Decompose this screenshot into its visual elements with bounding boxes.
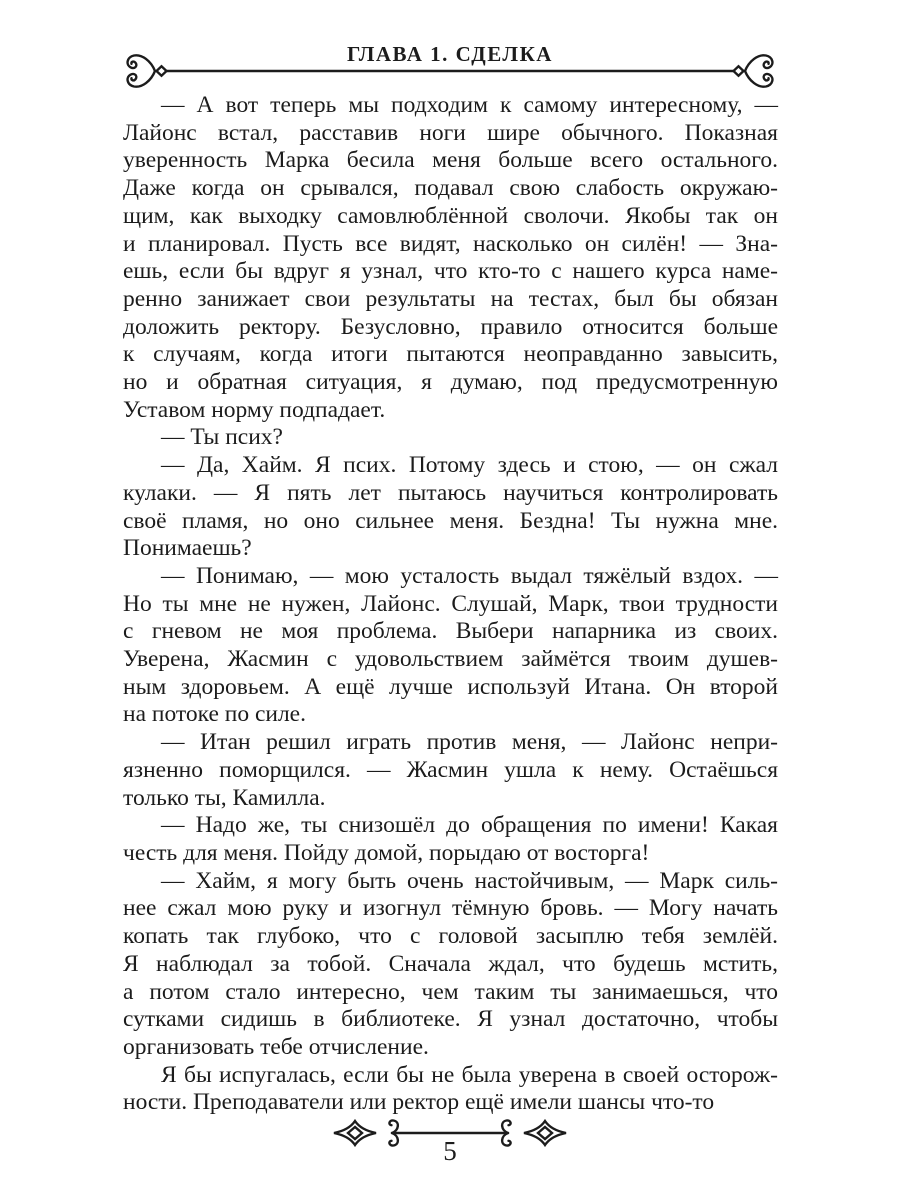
- text-line: доложить ректору. Безусловно, правило относится больше: [123, 313, 778, 340]
- text-line: — Хайм, я могу быть очень настойчивым, — Марк силь-: [161, 867, 778, 894]
- text-line: организовать тебе отчисление.: [123, 1033, 429, 1060]
- text-line: Уверена, Жасмин с удовольствием займётся твоим душев-: [123, 646, 778, 673]
- text-line: копать так глубоко, что с головой засыплю тебя землёй.: [123, 923, 778, 950]
- text-line: с гневом не моя проблема. Выбери напарника из своих.: [123, 618, 778, 645]
- text-line: и планировал. Пусть все видят, насколько он силён! — Зна-: [123, 230, 778, 257]
- text-line: ности. Преподаватели или ректор ещё имели шансы что-то: [123, 1089, 715, 1116]
- text-line: Я бы испугалась, если бы не была уверена в своей осторож-: [161, 1061, 778, 1088]
- text-line: — Надо же, ты снизошёл до обращения по имени! Какая: [161, 812, 778, 839]
- text-line: Уставом норму подпадает.: [123, 396, 386, 423]
- text-line: Я наблюдал за тобой. Сначала ждал, что будешь мстить,: [123, 950, 778, 977]
- text-line: ным здоровьем. А ещё лучше используй Итана. Он второй: [123, 673, 778, 700]
- body-text: [123, 92, 778, 1117]
- text-line: — Ты псих?: [161, 424, 283, 451]
- text-line: сутками сидишь в библиотеке. Я узнал достаточно, чтобы: [123, 1006, 778, 1033]
- text-line: — Да, Хайм. Я псих. Потому здесь и стою, — он сжал: [161, 452, 778, 479]
- text-line: кулаки. — Я пять лет пытаюсь научиться контролировать: [123, 479, 778, 506]
- text-line: уверенность Марка бесила меня больше всего остального.: [123, 147, 778, 174]
- text-line: своё пламя, но оно сильнее меня. Бездна! Ты нужна мне.: [123, 507, 778, 534]
- text-line: к случаям, когда итоги пытаются неоправданно завысить,: [123, 341, 778, 368]
- text-line: язненно поморщился. — Жасмин ушла к нему. Остаёшься: [123, 756, 778, 783]
- page-number: 5: [443, 1136, 457, 1166]
- text-line: а потом стало интересно, чем таким ты занимаешься, что: [123, 978, 778, 1005]
- text-line: — А вот теперь мы подходим к самому интересному, —: [161, 92, 778, 118]
- text-line: — Понимаю, — мою усталость выдал тяжёлый вздох. —: [161, 562, 778, 589]
- chapter-title: ГЛАВА 1. СДЕЛКА: [347, 42, 553, 66]
- text-line: Даже когда он срывался, подавал свою слабость окружаю-: [123, 175, 778, 202]
- text-line: щим, как выходку самовлюблённой сволочи. Якобы так он: [123, 202, 778, 229]
- text-line: ешь, если бы вдруг я узнал, что кто-то с нашего курса наме-: [123, 258, 778, 285]
- text-line: Но ты мне не нужен, Лайонс. Слушай, Марк, твои трудности: [123, 590, 778, 617]
- text-line: нее сжал мою руку и изогнул тёмную бровь. — Могу начать: [123, 895, 778, 922]
- text-line: только ты, Камилла.: [123, 784, 326, 811]
- text-line: но и обратная ситуация, я думаю, под предусмотренную: [123, 369, 778, 396]
- text-line: ренно занижает свои результаты на тестах, был бы обязан: [123, 285, 778, 312]
- text-line: честь для меня. Пойду домой, порыдаю от восторга!: [123, 839, 650, 866]
- header-divider-heart-flourish-icon: [120, 48, 780, 94]
- text-line: на потоке по силе.: [123, 701, 306, 728]
- text-line: — Итан решил играть против меня, — Лайонс непри-: [161, 729, 778, 756]
- text-line: Лайонс встал, расставив ноги шире обычного. Показная: [123, 119, 778, 146]
- text-line: Понимаешь?: [123, 535, 252, 562]
